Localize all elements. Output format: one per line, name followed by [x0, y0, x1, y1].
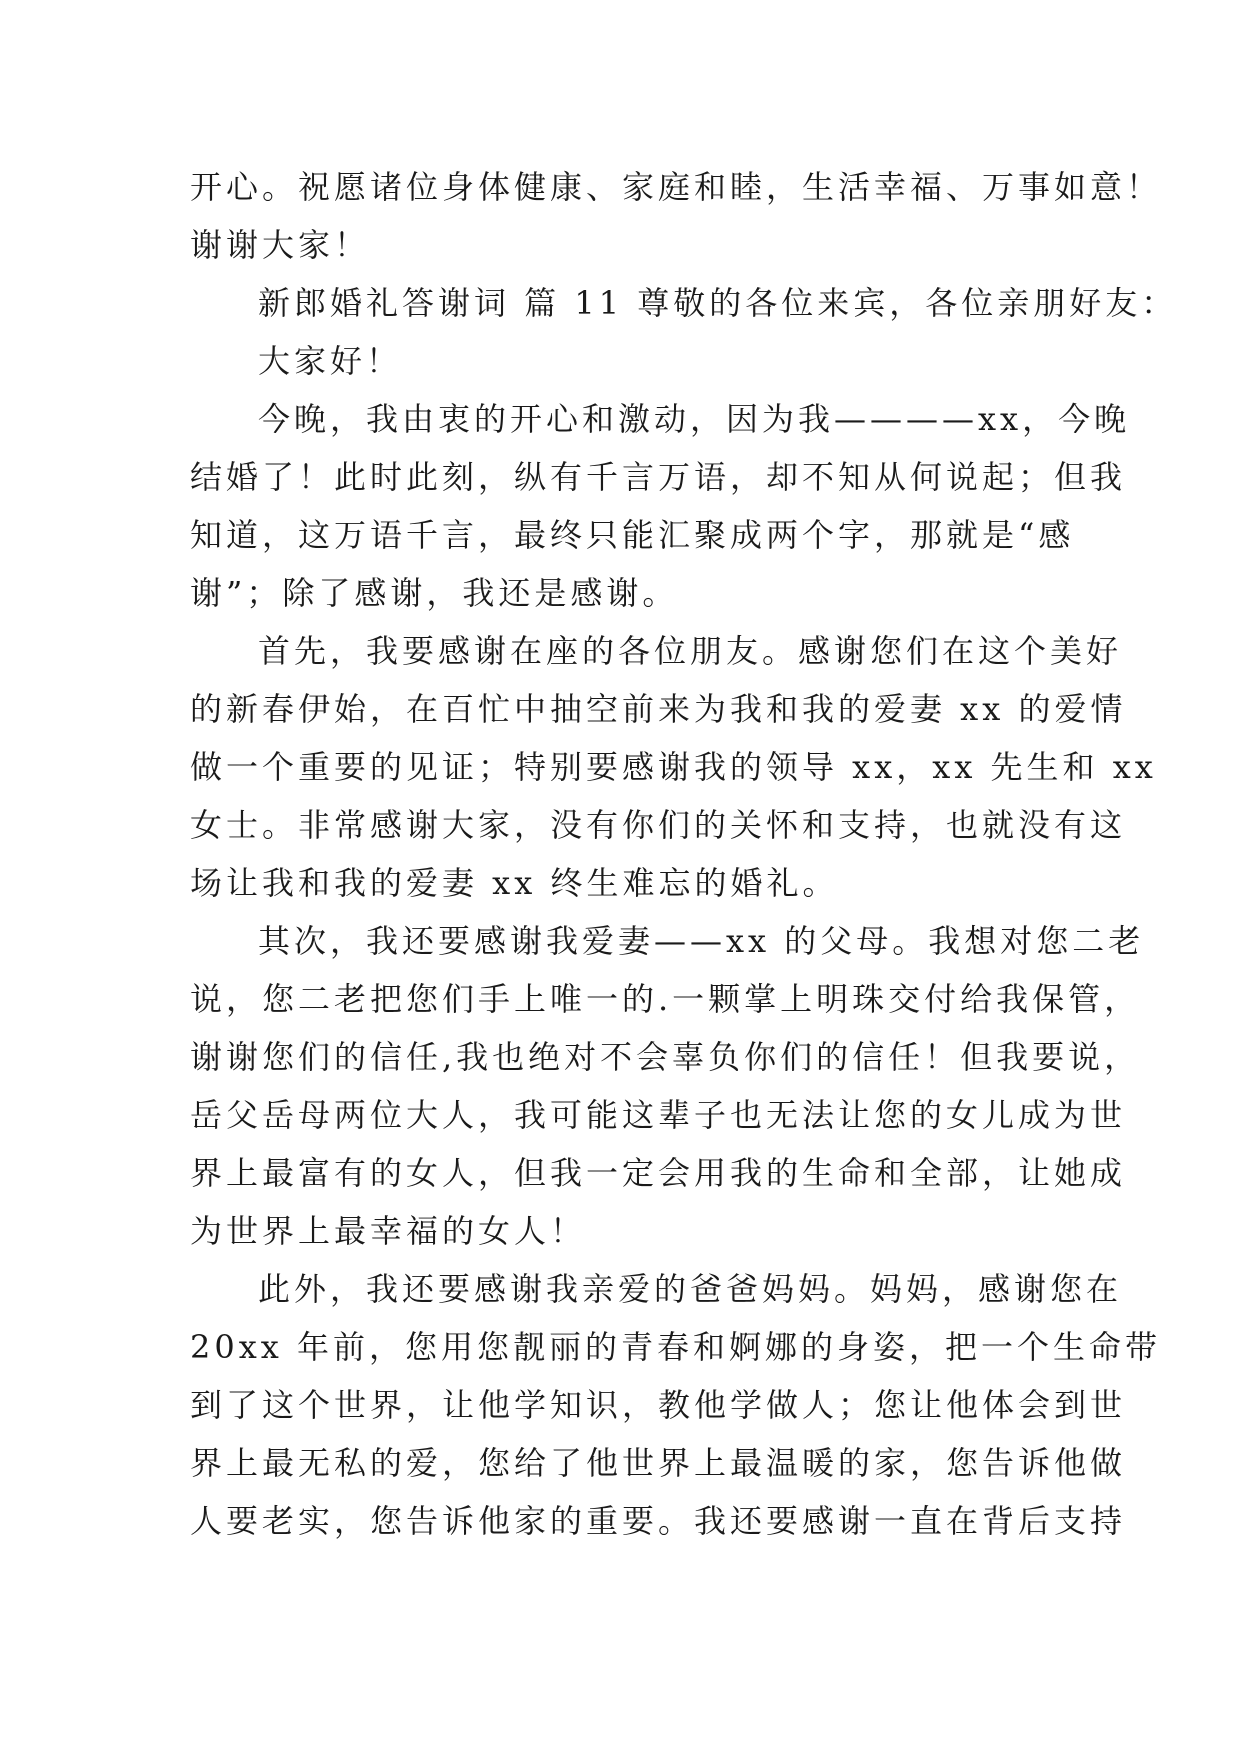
text-line: 场让我和我的爱妻 xx 终生难忘的婚礼。 — [190, 864, 839, 902]
document-body — [190, 158, 1178, 1550]
text-line: 大家好！ — [258, 342, 403, 380]
text-line: 知道，这万语千言，最终只能汇聚成两个字，那就是“感 — [190, 516, 1075, 554]
text-line: 此外，我还要感谢我亲爱的爸爸妈妈。妈妈，感谢您在 — [258, 1270, 1123, 1308]
text-line: 界上最富有的女人，但我一定会用我的生命和全部，让她成 — [190, 1154, 1127, 1192]
text-line: 人要老实，您告诉他家的重要。我还要感谢一直在背后支持 — [190, 1502, 1127, 1540]
text-line: 新郎婚礼答谢词 篇 11 尊敬的各位来宾，各位亲朋好友： — [258, 284, 1178, 322]
text-line: 为世界上最幸福的女人！ — [190, 1212, 587, 1250]
text-line: 说，您二老把您们手上唯一的.一颗掌上明珠交付给我保管， — [190, 980, 1141, 1018]
text-line: 首先，我要感谢在座的各位朋友。感谢您们在这个美好 — [258, 632, 1123, 670]
text-line: 谢谢您们的信任,我也绝对不会辜负你们的信任！但我要说， — [190, 1038, 1141, 1076]
text-line: 谢谢大家！ — [190, 226, 371, 264]
text-line: 谢”；除了感谢，我还是感谢。 — [190, 574, 679, 612]
text-line: 20xx 年前，您用您靓丽的青春和婀娜的身姿，把一个生命带 — [190, 1328, 1161, 1366]
text-line: 开心。祝愿诸位身体健康、家庭和睦，生活幸福、万事如意！ — [190, 168, 1163, 206]
text-line: 岳父岳母两位大人，我可能这辈子也无法让您的女儿成为世 — [190, 1096, 1127, 1134]
text-line: 今晚，我由衷的开心和激动，因为我————xx，今晚 — [258, 400, 1131, 438]
text-line: 女士。非常感谢大家，没有你们的关怀和支持，也就没有这 — [190, 806, 1127, 844]
text-line: 到了这个世界，让他学知识，教他学做人；您让他体会到世 — [190, 1386, 1127, 1424]
text-line: 的新春伊始，在百忙中抽空前来为我和我的爱妻 xx 的爱情 — [190, 690, 1127, 728]
text-line: 结婚了！此时此刻，纵有千言万语，却不知从何说起；但我 — [190, 458, 1127, 496]
text-line: 做一个重要的见证；特别要感谢我的领导 xx，xx 先生和 xx — [190, 748, 1157, 786]
text-line: 其次，我还要感谢我爱妻——xx 的父母。我想对您二老 — [258, 922, 1145, 960]
text-line: 界上最无私的爱，您给了他世界上最温暖的家，您告诉他做 — [190, 1444, 1127, 1482]
